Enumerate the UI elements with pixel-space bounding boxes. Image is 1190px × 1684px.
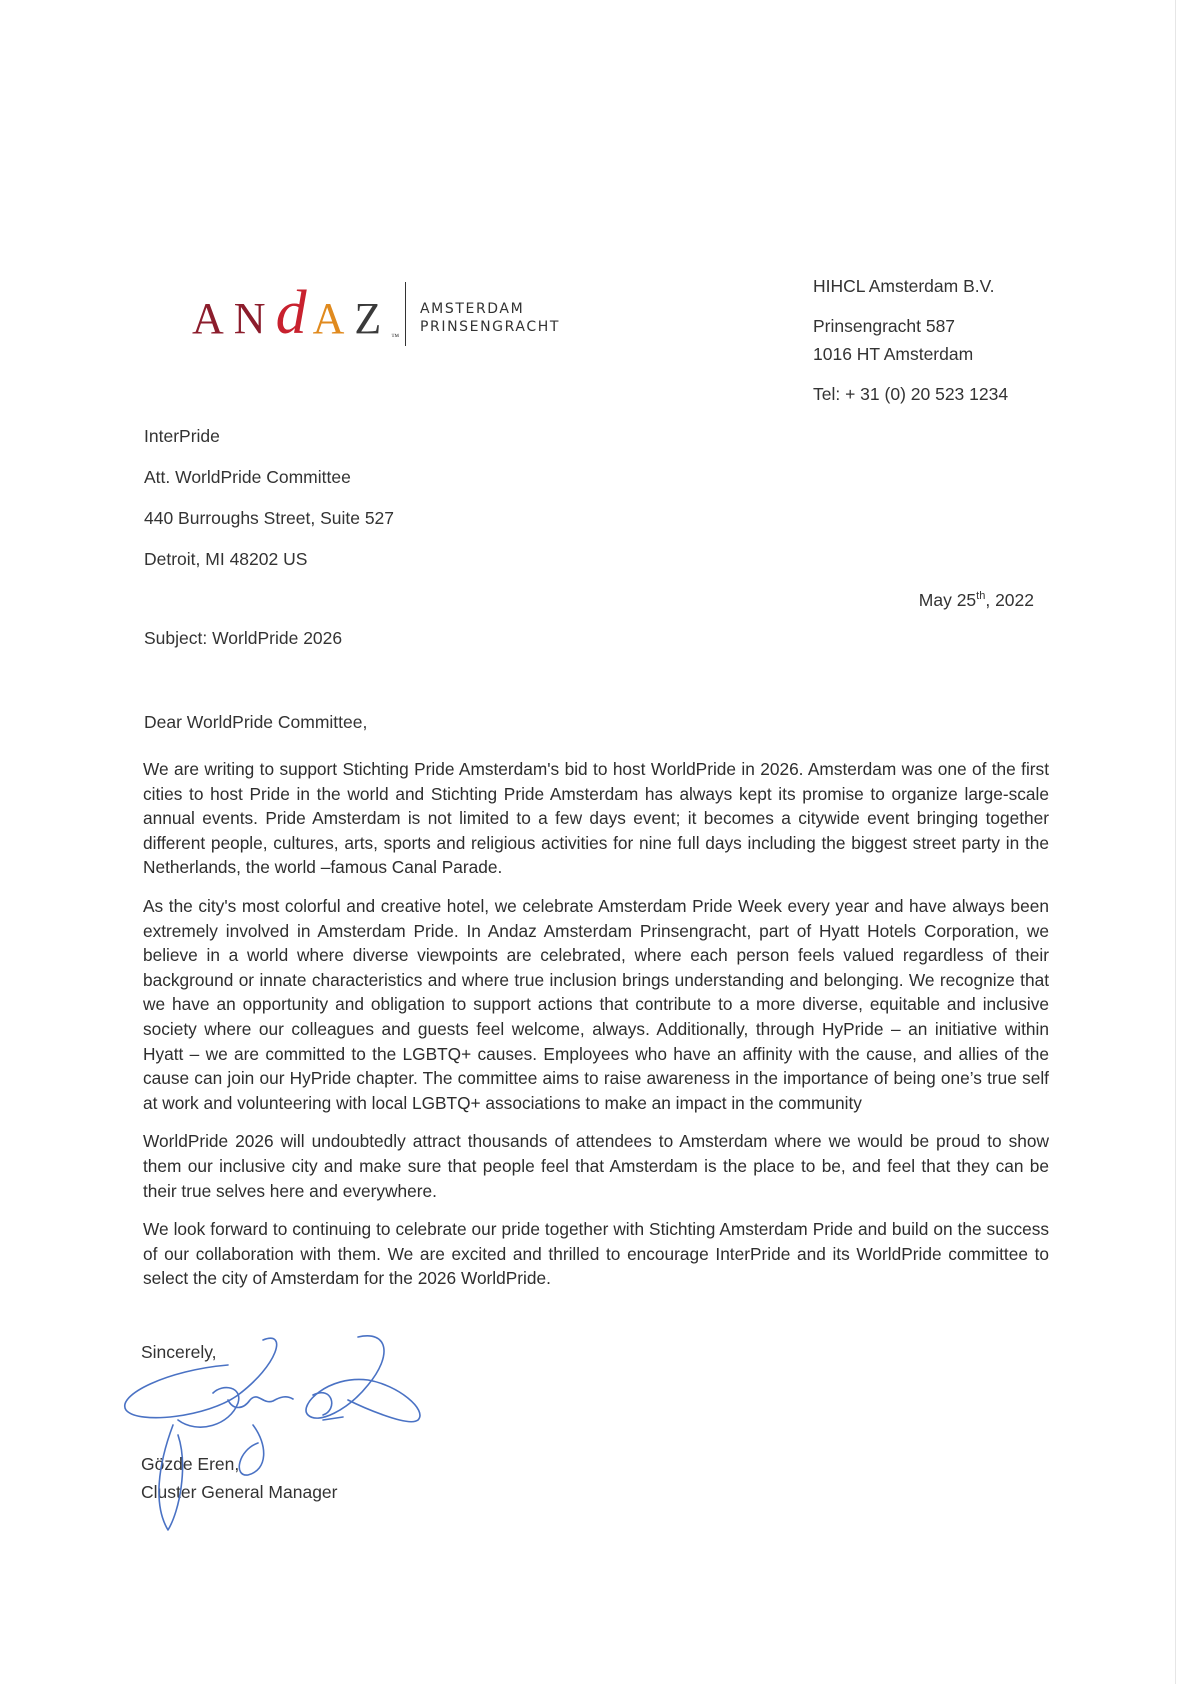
logo-city: AMSTERDAM [420, 301, 525, 317]
recipient-city: Detroit, MI 48202 US [144, 549, 308, 569]
logo-letter-z: Z [354, 294, 392, 343]
logo-letter-d: d [275, 279, 313, 347]
handwritten-signature [118, 1325, 458, 1540]
recipient-address [144, 422, 394, 586]
letter-date [919, 590, 1034, 611]
logo-letter-n: N [233, 294, 276, 343]
sender-company: HIHCL Amsterdam B.V. [813, 276, 995, 296]
logo-street: PRINSENGRACHT [420, 319, 560, 335]
recipient-attention: Att. WorldPride Committee [144, 467, 351, 487]
paragraph-1: We are writing to support Stichting Pride Amsterdam's bid to host WorldPride in 2026. Amsterdam was one of the first cities to host Pride in the world and Stichting Pride Amsterdam has always kept its promise to organize large-scale annual events. Pride Amsterdam is not limited to a few days event; it becomes a citywide event bringing together different people, cultures, arts, sports and religious activities for nine full days including the biggest street party in the Netherlands, the world –famous Canal Parade. [143, 759, 1049, 878]
closing: Sincerely, [141, 1342, 217, 1362]
logo-wordmark [192, 276, 399, 374]
page-edge-line [1175, 0, 1176, 1684]
letter-subject: Subject: WorldPride 2026 [144, 628, 343, 648]
salutation: Dear WorldPride Committee, [144, 712, 368, 732]
signer-name: Gözde Eren, [141, 1454, 240, 1474]
andaz-logo [192, 276, 592, 350]
sender-address [813, 272, 1008, 408]
date-month-day: May 25 [918, 590, 977, 610]
recipient-org: InterPride [144, 426, 220, 446]
paragraph-3: WorldPride 2026 will undoubtedly attract thousands of attendees to Amsterdam where we would be proud to show them our inclusive city and make sure that people feel that Amsterdam is the place to be, and feel that they can be their true selves here and everywhere. [143, 1131, 1049, 1201]
logo-location [420, 300, 560, 336]
paragraph-4: We look forward to continuing to celebrate our pride together with Stichting Amsterdam Pride and build on the success of our collaboration with them. We are excited and thrilled to encourage InterPride and its WorldPride committee to select the city of Amsterdam for the 2026 WorldPride. [143, 1219, 1049, 1289]
logo-letter-a: A [192, 294, 234, 343]
recipient-street: 440 Burroughs Street, Suite 527 [144, 508, 395, 528]
paragraph-2: As the city's most colorful and creative hotel, we celebrate Amsterdam Pride Week every year and have always been extremely involved in Amsterdam Pride. In Andaz Amsterdam Prinsengracht, part of Hyatt Hotels Corporation, we believe in a world where diverse viewpoints are celebrated, where each person feels valued regardless of their background or innate characteristics and where true inclusion brings understanding and belonging. We recognize that we have an opportunity and obligation to support actions that contribute to a more diverse, equitable and inclusive society where our colleagues and guests feel welcome, always. Additionally, through HyPride – an initiative within Hyatt – we are committed to the LGBTQ+ causes. Employees who have an affinity with the cause, and allies of the cause can join our HyPride chapter. The committee aims to raise awareness in the importance of being one’s true self at work and volunteering with local LGBTQ+ associations to make an impact in the community [143, 895, 1049, 1113]
letter-body [143, 757, 1049, 1305]
sender-street: Prinsengracht 587 [813, 316, 956, 336]
date-year: , 2022 [985, 590, 1034, 610]
signer-title: Cluster General Manager [141, 1482, 338, 1502]
logo-letter-a-orange: A [312, 294, 355, 343]
sender-city: 1016 HT Amsterdam [813, 344, 974, 364]
date-suffix: th [976, 590, 986, 602]
sender-phone: Tel: + 31 (0) 20 523 1234 [813, 384, 1009, 404]
logo-divider [405, 282, 406, 346]
logo-trademark: ™ [391, 332, 400, 341]
